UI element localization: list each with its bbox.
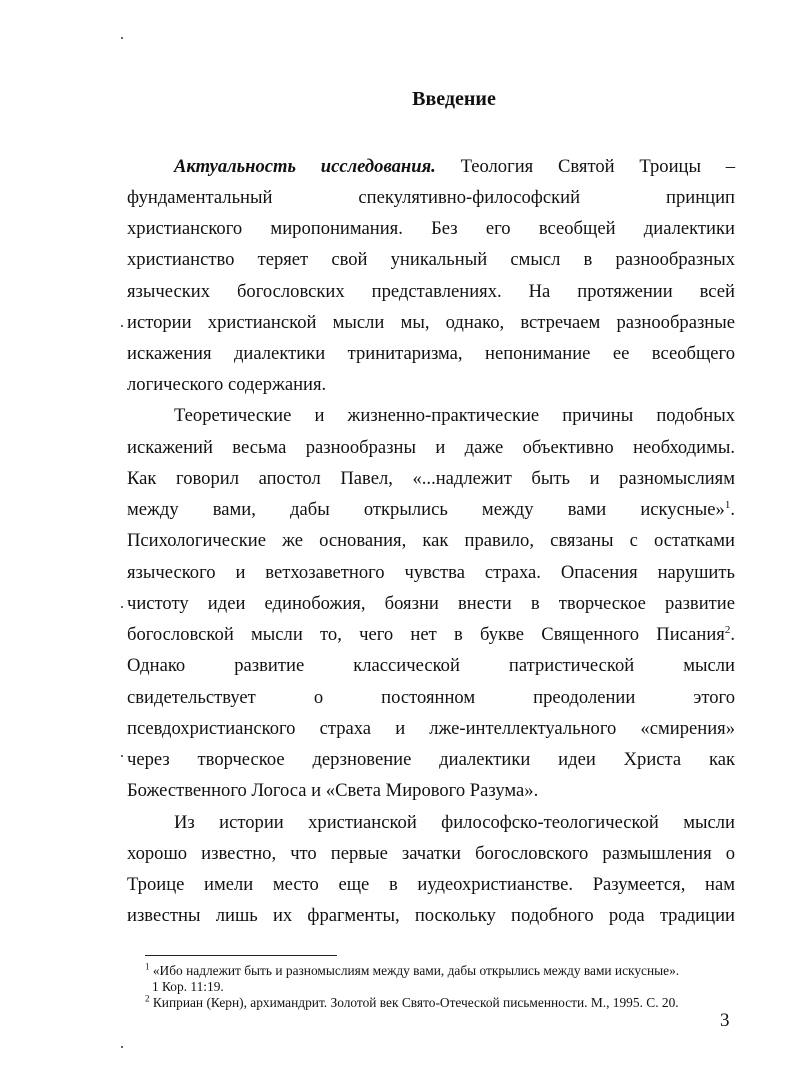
scan-speck bbox=[121, 325, 123, 327]
paragraph-2-line: языческого и ветхозаветного чувства страха. Опасения нарушить bbox=[127, 562, 735, 583]
paragraph-2-line: свидетельствует о постоянном преодолении этого bbox=[127, 687, 735, 708]
footnote-2: $^2$ Киприан (Керн), архимандрит. Золотой век Свято-Отеческой письменности. М., 1995. С. 20. bbox=[145, 993, 679, 1010]
paragraph-1-line: фундаментальный спекулятивно-философский принцип bbox=[127, 187, 735, 208]
lead-phrase: Актуальность исследования. bbox=[174, 156, 436, 177]
paragraph-3-line: Из истории христианской философско-теологической мысли bbox=[174, 812, 735, 833]
footnote-ref-2[interactable]: 2 bbox=[724, 623, 731, 636]
paragraph-3-line: Троице имели место еще в иудеохристианстве. Разумеется, нам bbox=[127, 874, 735, 895]
paragraph-2-line: Как говорил апостол Павел, «...надлежит быть и разномыслиям bbox=[127, 468, 735, 489]
paragraph-2-line: Однако развитие классической патристической мысли bbox=[127, 655, 735, 676]
paragraph-2-line-with-ref: между вами, дабы открылись между вами искусные»$^1$. bbox=[127, 498, 735, 520]
footnote-1: $^1$ «Ибо надлежит быть и разномыслиям между вами, дабы открылись между вами искусные». bbox=[145, 961, 680, 978]
paragraph-2-line: искажений весьма разнообразны и даже объективно необходимы. bbox=[127, 437, 735, 458]
footnote-divider bbox=[145, 955, 337, 956]
scan-speck bbox=[121, 1046, 123, 1048]
paragraph-1-line: искажения диалектики тринитаризма, непонимание ее всеобщего bbox=[127, 343, 735, 364]
scan-speck bbox=[121, 37, 123, 39]
paragraph-3-line: известны лишь их фрагменты, поскольку подобного рода традиции bbox=[127, 905, 735, 926]
paragraph-2-line: через творческое дерзновение диалектики идеи Христа как bbox=[127, 749, 735, 770]
footnote-ref-1[interactable]: 1 bbox=[724, 498, 731, 511]
paragraph-2-line: Психологические же основания, как правило, связаны с остатками bbox=[127, 530, 735, 551]
paragraph-2-line: псевдохристианского страха и лже-интеллектуального «смирения» bbox=[127, 718, 735, 739]
paragraph-2-line: чистоту идеи единобожия, боязни внести в творческое развитие bbox=[127, 593, 735, 614]
paragraph-1-line: христианство теряет свой уникальный смысл в разнообразных bbox=[127, 249, 735, 270]
paragraph-2-line-with-ref: богословской мысли то, чего нет в букве Священного Писания$^2$. bbox=[127, 623, 735, 645]
paragraph-1-line: языческих богословских представлениях. На протяжении всей bbox=[127, 281, 735, 302]
paragraph-1-line: истории христианской мысли мы, однако, встречаем разнообразные bbox=[127, 312, 735, 333]
paragraph-1-line-1: Актуальность исследования. Теология Святой Троицы – bbox=[174, 156, 735, 177]
scan-speck bbox=[121, 606, 123, 608]
paragraph-1-line: логического содержания. bbox=[127, 374, 327, 395]
paragraph-2-line: Теоретические и жизненно-практические причины подобных bbox=[174, 405, 735, 426]
footnote-1-continuation: 1 Кор. 11:19. bbox=[152, 979, 224, 994]
paragraph-1-line: христианского миропонимания. Без его всеобщей диалектики bbox=[127, 218, 735, 239]
page-number: 3 bbox=[720, 1010, 730, 1031]
page-title: Введение bbox=[412, 88, 496, 110]
paragraph-3-line: хорошо известно, что первые зачатки богословского размышления о bbox=[127, 843, 735, 864]
paragraph-2-line: Божественного Логоса и «Света Мирового Разума». bbox=[127, 780, 539, 801]
scan-speck bbox=[121, 755, 123, 757]
